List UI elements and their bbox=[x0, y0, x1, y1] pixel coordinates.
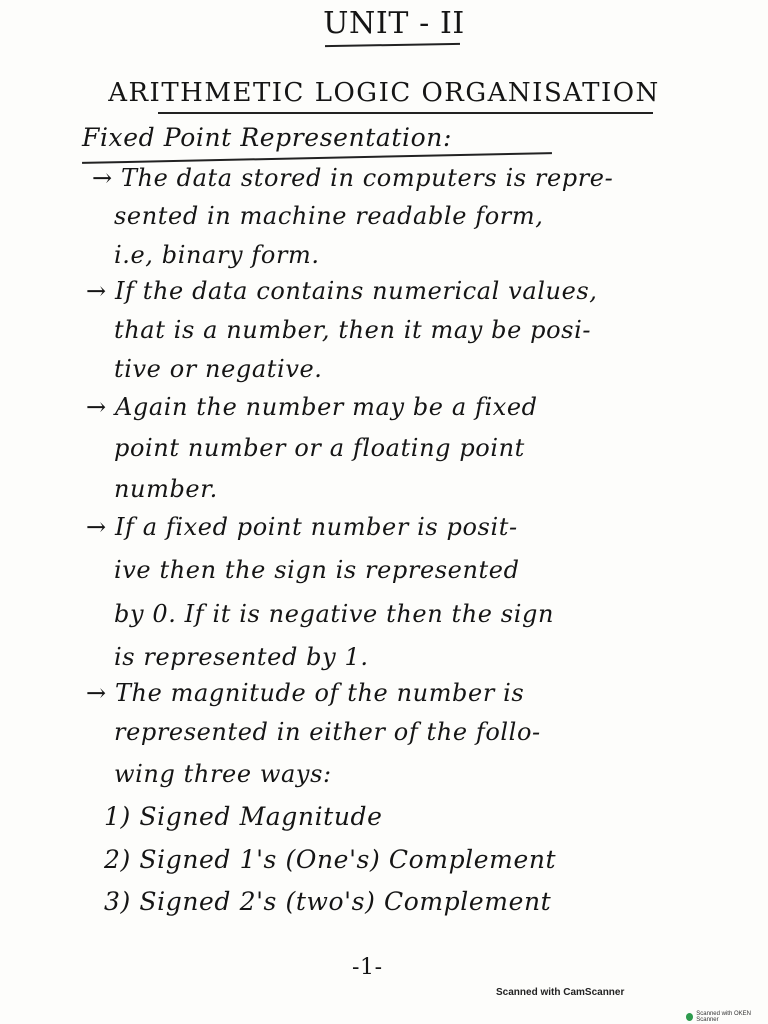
text-line: → The magnitude of the number is bbox=[86, 679, 525, 707]
section-heading: Fixed Point Representation: bbox=[82, 123, 452, 152]
section-heading-underline bbox=[82, 152, 552, 164]
text-line: wing three ways: bbox=[114, 760, 332, 788]
text-line: number. bbox=[114, 475, 218, 503]
text-line: → If a fixed point number is posit- bbox=[86, 513, 518, 541]
text-line: that is a number, then it may be posi- bbox=[114, 316, 592, 344]
unit-title: UNIT - II bbox=[323, 6, 465, 41]
page-number: -1- bbox=[352, 955, 383, 980]
corner-watermark-label: Scanned with OKEN Scanner bbox=[696, 1011, 751, 1023]
text-line: point number or a floating point bbox=[114, 434, 525, 462]
text-line: ive then the sign is represented bbox=[114, 556, 520, 584]
text-line: sented in machine readable form, bbox=[114, 202, 544, 230]
text-line: → If the data contains numerical values, bbox=[86, 277, 598, 305]
list-item: 3) Signed 2's (two's) Complement bbox=[104, 887, 552, 916]
list-item: 2) Signed 1's (One's) Complement bbox=[104, 845, 557, 874]
text-line: tive or negative. bbox=[114, 355, 323, 383]
unit-title-underline bbox=[325, 43, 460, 47]
main-title: ARITHMETIC LOGIC ORGANISATION bbox=[108, 78, 660, 108]
scanner-watermark: Scanned with CamScanner bbox=[496, 987, 625, 998]
text-line: by 0. If it is negative then the sign bbox=[114, 600, 555, 628]
scanner-logo-icon bbox=[686, 1013, 693, 1021]
text-line: → Again the number may be a fixed bbox=[86, 393, 538, 421]
text-line: is represented by 1. bbox=[114, 643, 369, 671]
corner-watermark bbox=[686, 1011, 768, 1023]
text-line: represented in either of the follo- bbox=[114, 718, 541, 746]
text-line: → The data stored in computers is repre- bbox=[92, 164, 614, 192]
main-title-underline bbox=[158, 112, 653, 114]
text-line: i.e, binary form. bbox=[114, 241, 320, 269]
list-item: 1) Signed Magnitude bbox=[104, 802, 383, 831]
